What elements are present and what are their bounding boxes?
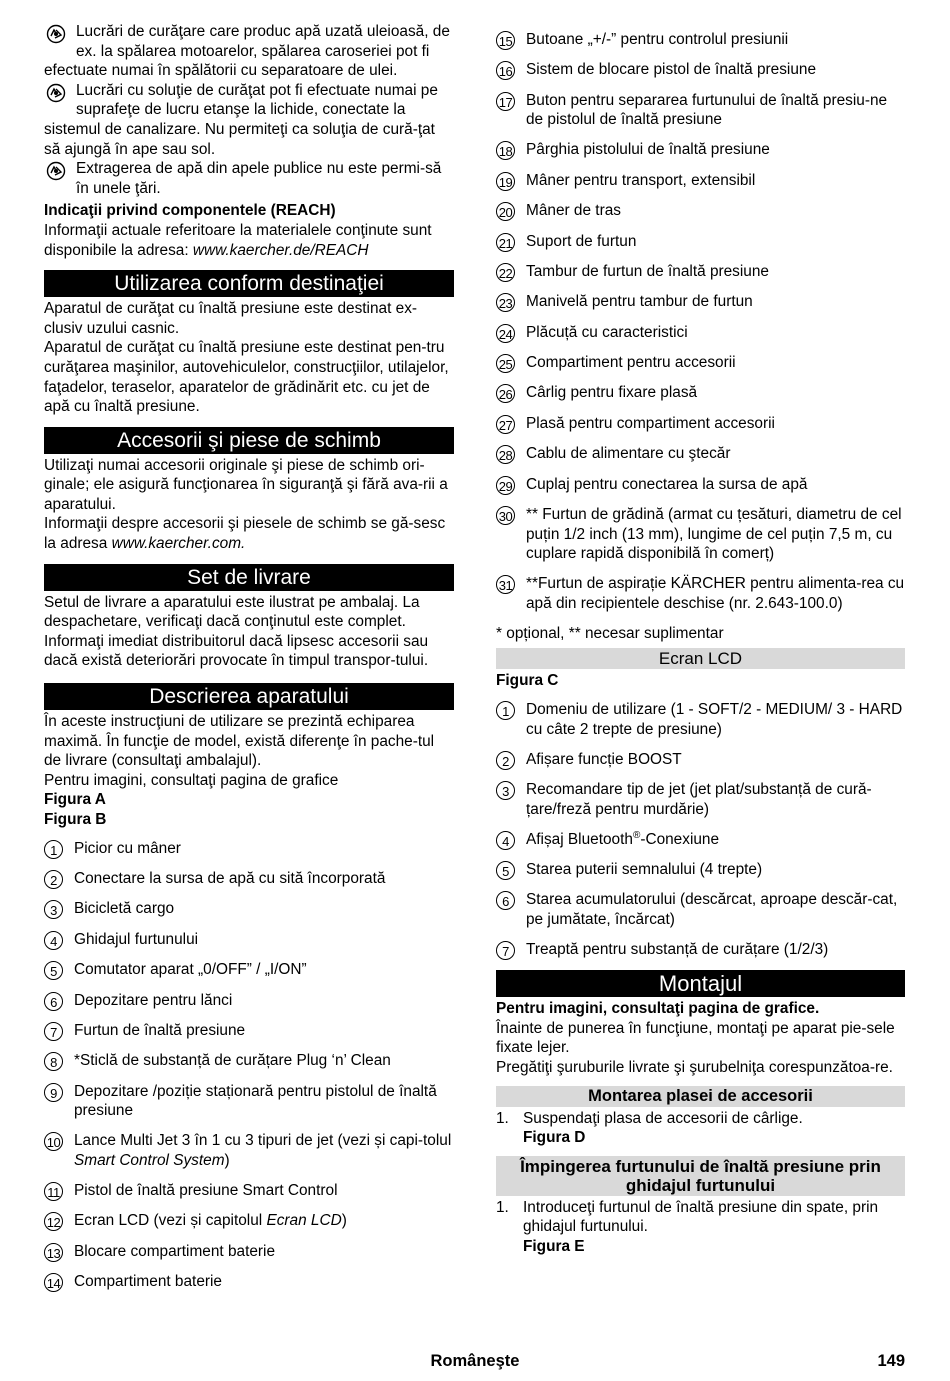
item-number: 7: [496, 941, 515, 960]
figure-c-label: Figura C: [496, 672, 559, 690]
item-number: 13: [44, 1243, 63, 1262]
list-item: 6 Depozitare pentru lănci: [44, 991, 454, 1011]
item-number: 3: [44, 900, 63, 919]
list-item: 21 Suport de furtun: [496, 232, 905, 252]
section-heading-delivery: Set de livrare: [44, 564, 454, 591]
list-item: 26 Cârlig pentru fixare plasă: [496, 383, 905, 403]
step: 1. Introduceţi furtunul de înaltă presiune din spate, prin ghidajul furtunului. Figura E: [496, 1198, 879, 1256]
figure-a-label: Figura A: [44, 791, 106, 809]
environment-recycle-icon: [44, 83, 68, 103]
item-number: 11: [44, 1182, 63, 1201]
item-number: 20: [496, 202, 515, 221]
item-number: 23: [496, 293, 515, 312]
env-note: Extragerea de apă din apele publice nu este permi-să în unele ţări.: [44, 159, 454, 198]
list-item: 20 Mâner de tras: [496, 201, 905, 221]
env-note: Lucrări cu soluţie de curăţat pot fi efectuate numai pe suprafeţe de lucru etanşe la lichide, conectate la sistemul de canalizare. Nu permiteţi ca soluţia de cură-ţat să ajungă în ape sau sol.: [44, 81, 438, 158]
item-number: 9: [44, 1083, 63, 1102]
list-item: 18 Pârghia pistolului de înaltă presiune: [496, 140, 905, 160]
intended-use-p2: Aparatul de curăţat cu înaltă presiune este destinat pen-tru curăţarea maşinilor, autovehiculelor, construcţiilor, utilajelor, faţadelor, teraselor, aparatelor de grădinărit etc. cu jet de apă cu înaltă presiune.: [44, 339, 449, 416]
item-number: 24: [496, 324, 515, 343]
item-number: 2: [44, 870, 63, 889]
item-number: 19: [496, 172, 515, 191]
list-item: 24 Plăcuță cu caracteristici: [496, 323, 905, 343]
footnote: * opțional, ** necesar suplimentar: [496, 624, 724, 642]
list-item: 4 Ghidajul furtunului: [44, 930, 454, 950]
environment-recycle-icon: [44, 24, 68, 44]
description-p2: Pentru imagini, consultaţi pagina de grafice: [44, 771, 339, 789]
list-item: 19 Mâner pentru transport, extensibil: [496, 171, 905, 191]
assembly-p1: Înainte de punerea în funcţiune, montaţi pe aparat pie-sele fixate lejer.: [496, 1019, 895, 1057]
item-number: 31: [496, 575, 515, 594]
delivery-p1: Setul de livrare a aparatului este ilustrat pe ambalaj. La despachetare, verificaţi dacă conţinutul este complet. Informaţi imediat distribuitorul dacă lipsesc accesorii sau dacă există deteriorări provocate în timpul transpor-tului.: [44, 593, 429, 670]
list-item: 7 Treaptă pentru substanță de curățare (1/2/3): [496, 940, 905, 960]
list-item: 8 *Sticlă de substanță de curățare Plug ‘n’ Clean: [44, 1051, 454, 1071]
accessories-p2: Informaţii despre accesorii şi piesele de schimb se gă-sesc la adresa www.kaercher.com.: [44, 515, 446, 553]
left-column: [44, 22, 454, 1302]
item-number: 26: [496, 384, 515, 403]
list-item: 17 Buton pentru separarea furtunului de înaltă presiu-ne de pistolul de înaltă presiune: [496, 91, 905, 130]
item-number: 1: [496, 701, 515, 720]
device-parts-list-1: [44, 839, 454, 1292]
item-number: 30: [496, 506, 515, 525]
list-item: 12 Ecran LCD (vezi și capitolul Ecran LCD): [44, 1211, 454, 1231]
figure-d-label: Figura D: [523, 1129, 586, 1147]
item-number: 2: [496, 751, 515, 770]
section-heading-lcd: Ecran LCD: [496, 648, 905, 669]
footer-language: Româneşte: [430, 1352, 520, 1370]
item-number: 27: [496, 415, 515, 434]
item-number: 6: [44, 992, 63, 1011]
item-number: 18: [496, 141, 515, 160]
list-item: 15 Butoane „+/-” pentru controlul presiunii: [496, 30, 905, 50]
list-item: 27 Plasă pentru compartiment accesorii: [496, 414, 905, 434]
list-item: 22 Tambur de furtun de înaltă presiune: [496, 262, 905, 282]
list-item: 5 Starea puterii semnalului (4 trepte): [496, 860, 905, 880]
accessories-p1: Utilizaţi numai accesorii originale şi piese de schimb ori-ginale; ele asigură funcţionarea în siguranţă şi fără ava-rii a aparatului.: [44, 456, 448, 513]
item-number: 25: [496, 354, 515, 373]
item-number: 16: [496, 61, 515, 80]
item-number: 5: [44, 961, 63, 980]
list-item: 16 Sistem de blocare pistol de înaltă presiune: [496, 60, 905, 80]
page-number: 149: [877, 1352, 905, 1370]
list-item: 9 Depozitare /poziție staționară pentru pistolul de înaltă presiune: [44, 1082, 454, 1121]
reach-text: Informaţii actuale referitoare la materialele conţinute sunt disponibile la adresa: www.kaercher.de/REACH: [44, 221, 432, 259]
step: 1. Suspendaţi plasa de accesorii de cârlige. Figura D: [496, 1109, 803, 1147]
item-number: 8: [44, 1052, 63, 1071]
reach-link[interactable]: www.kaercher.de/REACH: [192, 241, 369, 259]
env-note: Lucrări de curăţare care produc apă uzată uleioasă, de ex. la spălarea motoarelor, spălarea caroseriei pot fi efectuate numai în spălătorii cu separatoare de ulei.: [44, 23, 450, 80]
kaercher-link[interactable]: www.kaercher.com.: [111, 535, 246, 553]
item-number: 3: [496, 781, 515, 800]
item-number: 6: [496, 891, 515, 910]
list-item: 30 ** Furtun de grădină (armat cu țesături, diametru de cel puțin 1/2 inch (13 mm), lungime de cel puțin 7,5 m, cu cuplare rapidă disponibilă în comerț): [496, 505, 905, 564]
item-number: 5: [496, 861, 515, 880]
subsection-heading-hose-guide: Împingerea furtunului de înaltă presiune prin ghidajul furtunului: [496, 1156, 905, 1196]
intended-use-p1: Aparatul de curăţat cu înaltă presiune este destinat ex-clusiv uzului casnic.: [44, 300, 418, 337]
list-item: 1 Picior cu mâner: [44, 839, 454, 859]
list-item: 23 Manivelă pentru tambur de furtun: [496, 292, 905, 312]
list-item: 31 **Furtun de aspirație KÄRCHER pentru alimenta-rea cu apă din recipientele deschise (nr. 2.643-100.0): [496, 574, 905, 613]
item-number: 15: [496, 31, 515, 50]
list-item: 28 Cablu de alimentare cu ştecăr: [496, 444, 905, 464]
list-item: 2 Conectare la sursa de apă cu sită încorporată: [44, 869, 454, 889]
lcd-list: [496, 700, 905, 960]
list-item: 3 Recomandare tip de jet (jet plat/substanță de cură-țare/freză pentru murdărie): [496, 780, 905, 819]
assembly-bold-line: Pentru imagini, consultaţi pagina de grafice.: [496, 1000, 820, 1018]
list-item: 7 Furtun de înaltă presiune: [44, 1021, 454, 1041]
figure-e-label: Figura E: [523, 1238, 585, 1256]
item-number: 1: [44, 840, 63, 859]
list-item: 6 Starea acumulatorului (descărcat, aproape descăr-cat, pe jumătate, încărcat): [496, 890, 905, 929]
list-item: 13 Blocare compartiment baterie: [44, 1242, 454, 1262]
list-item: 3 Bicicletă cargo: [44, 899, 454, 919]
item-number: 4: [496, 831, 515, 850]
item-number: 10: [44, 1132, 63, 1151]
environment-recycle-icon: [44, 161, 68, 181]
item-number: 29: [496, 476, 515, 495]
item-number: 7: [44, 1022, 63, 1041]
assembly-p2: Pregătiţi şuruburile livrate şi şurubelniţa corespunzătoa-re.: [496, 1059, 893, 1077]
subsection-heading-accessory-net: Montarea plasei de accesorii: [496, 1086, 905, 1107]
figure-b-label: Figura B: [44, 811, 107, 828]
item-number: 12: [44, 1212, 63, 1231]
list-item: 10 Lance Multi Jet 3 în 1 cu 3 tipuri de jet (vezi și capi-tolul Smart Control System): [44, 1131, 454, 1170]
device-parts-list-2: [496, 30, 905, 613]
list-item: 5 Comutator aparat „0/OFF” / „I/ON”: [44, 960, 454, 980]
list-item: 25 Compartiment pentru accesorii: [496, 353, 905, 373]
item-number: 4: [44, 931, 63, 950]
step-number: 1.: [496, 1198, 509, 1216]
list-item: 2 Afișare funcție BOOST: [496, 750, 905, 770]
step-number: 1.: [496, 1109, 509, 1127]
item-number: 17: [496, 92, 515, 111]
section-heading-description: Descrierea aparatului: [44, 683, 454, 710]
reach-title: Indicaţii privind componentele (REACH): [44, 202, 336, 220]
section-heading-assembly: Montajul: [496, 970, 905, 997]
item-number: 14: [44, 1273, 63, 1292]
section-heading-intended-use: Utilizarea conform destinaţiei: [44, 270, 454, 297]
list-item: 29 Cuplaj pentru conectarea la sursa de apă: [496, 475, 905, 495]
right-column: [496, 30, 905, 1257]
item-number: 22: [496, 263, 515, 282]
list-item: 1 Domeniu de utilizare (1 - SOFT/2 - MEDIUM/ 3 - HARD cu câte 2 trepte de presiune): [496, 700, 905, 739]
description-p1: În aceste instrucţiuni de utilizare se prezintă echiparea maximă. În funcţie de model, există diferenţe în pache-tul de livrare (consultaţi ambalajul).: [44, 713, 435, 770]
item-number: 28: [496, 445, 515, 464]
item-number: 21: [496, 233, 515, 252]
list-item: 4 Afișaj Bluetooth®-Conexiune: [496, 830, 905, 850]
list-item: 14 Compartiment baterie: [44, 1272, 454, 1292]
list-item: 11 Pistol de înaltă presiune Smart Control: [44, 1181, 454, 1201]
section-heading-accessories: Accesorii şi piese de schimb: [44, 427, 454, 454]
